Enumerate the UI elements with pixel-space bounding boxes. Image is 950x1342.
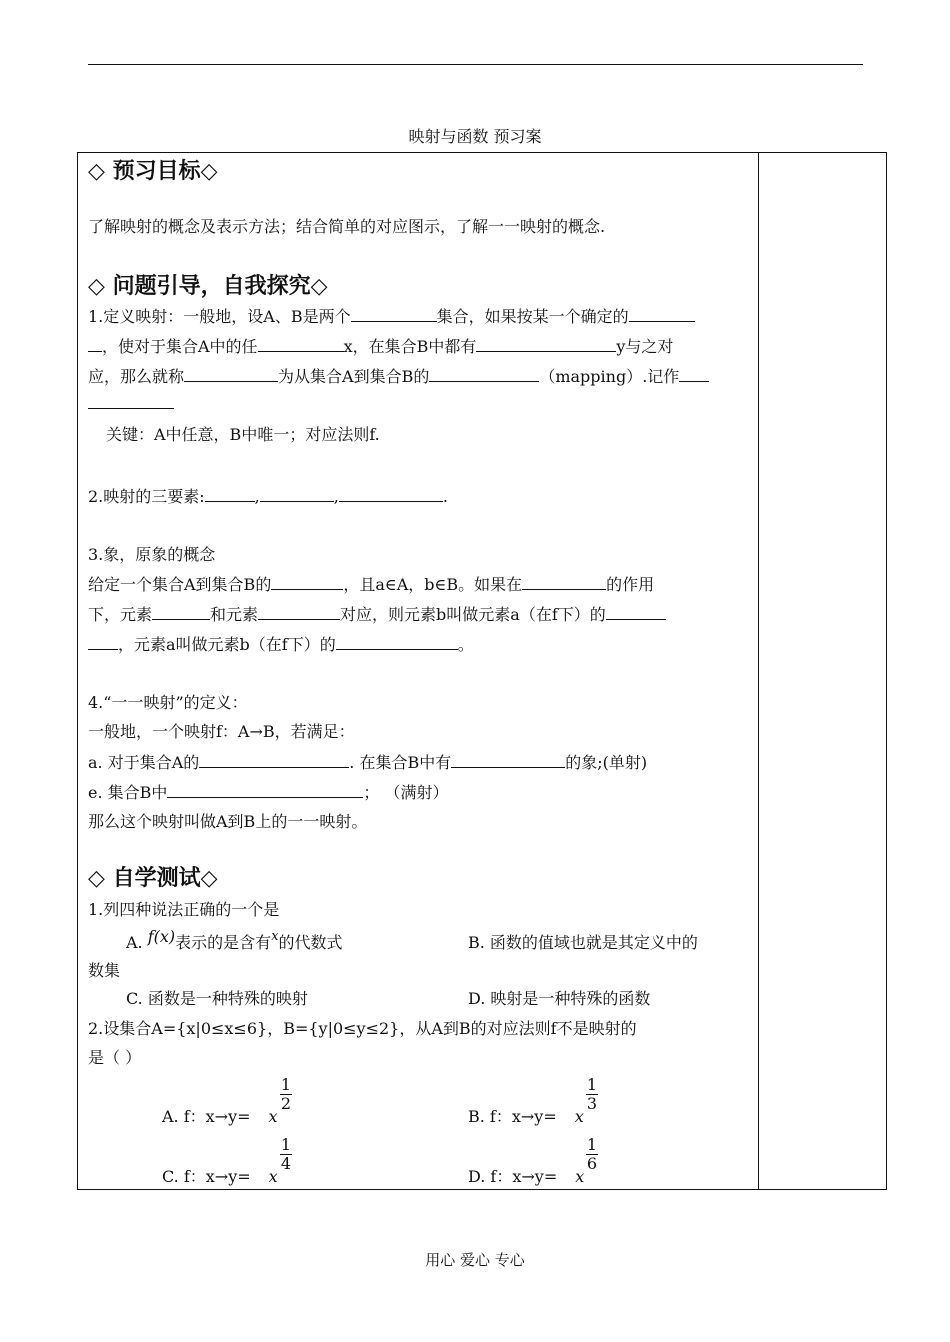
q4-title: 4.“一一映射”的定义： — [88, 693, 248, 712]
explore-heading: ◇ 问题引导，自我探究◇ — [88, 274, 328, 299]
q2-line: 2.映射的三要素: , , . — [88, 487, 448, 506]
blank — [429, 365, 539, 382]
q4-line-4: 那么这个映射叫做A到B上的一一映射。 — [88, 812, 368, 831]
q3-title: 3.象，原象的概念 — [88, 545, 216, 564]
blank — [88, 335, 102, 352]
page-footer: 用心 爱心 专心 — [425, 1251, 525, 1269]
blank — [88, 392, 174, 409]
margin-column-divider — [758, 152, 759, 1190]
test-heading: ◇ 自学测试◇ — [88, 866, 218, 891]
q1-line-4 — [88, 392, 174, 415]
blank — [199, 751, 349, 768]
blank — [336, 633, 458, 650]
blank — [167, 781, 363, 798]
blank — [260, 485, 334, 502]
q1-line-2: ，使对于集合A中的任 x，在集合B中都有 y与之对 — [88, 335, 673, 358]
test-q2-line-1: 2.设集合A={x|0≤x≤6}，B={y|0≤y≤2}，从A到B的对应法则f不是映射的 — [88, 1019, 637, 1038]
blank — [339, 485, 443, 502]
fraction-d: 1 6 — [586, 1135, 598, 1173]
fraction-c: 1 4 — [280, 1135, 292, 1173]
q4-line-3: e. 集合B中 ； （满射） — [88, 783, 449, 802]
test-q2-option-d: D. f：x→y= x — [468, 1167, 585, 1186]
q1-line-3: 应，那么就称 为从集合A到集合B的 （mapping）.记作 — [88, 365, 709, 388]
blank — [476, 335, 616, 352]
test-q2-option-a: A. f：x→y= x — [162, 1107, 278, 1126]
fraction-b: 1 3 — [586, 1075, 598, 1113]
test-q1-option-c: C. 函数是一种特殊的映射 — [126, 989, 308, 1008]
test-q1-option-a: A. f(x)表示的是含有$^x$的代数式 — [126, 927, 343, 952]
blank — [522, 573, 606, 590]
test-q1-option-b-cont: 数集 — [88, 961, 121, 980]
blank — [258, 603, 340, 620]
blank — [184, 365, 278, 382]
blank — [88, 633, 118, 650]
blank — [679, 365, 709, 382]
q1-key: 关键：A中任意，B中唯一；对应法则f. — [106, 425, 380, 444]
blank — [451, 751, 565, 768]
blank — [205, 485, 255, 502]
q4-line-2: a. 对于集合A的 . 在集合B中有 的象;(单射) — [88, 753, 648, 772]
fraction-a: 1 2 — [280, 1075, 292, 1113]
q4-line-1: 一般地，一个映射f：A→B，若满足： — [88, 722, 355, 741]
blank — [629, 305, 695, 322]
blank — [351, 305, 437, 322]
test-q2-option-c: C. f：x→y= x — [162, 1167, 278, 1186]
document-title: 映射与函数 预习案 — [408, 127, 542, 146]
q1-line-1: 1.定义映射：一般地，设A、B是两个 集合，如果按某一个确定的 — [88, 305, 695, 328]
q3-line-1: 给定一个集合A到集合B的 ，且a∈A，b∈B。如果在 的作用 — [88, 575, 655, 594]
test-q1: 1.列四种说法正确的一个是 — [88, 900, 280, 919]
test-q1-option-d: D. 映射是一种特殊的函数 — [468, 989, 651, 1008]
q3-line-3: ，元素a叫做元素b（在f下）的 。 — [88, 633, 474, 656]
blank — [258, 335, 344, 352]
blank — [606, 603, 666, 620]
test-q1-option-b: B. 函数的值域也就是其定义中的 — [468, 933, 698, 952]
blank — [271, 573, 343, 590]
test-q2-option-b: B. f：x→y= x — [468, 1107, 584, 1126]
header-rule — [88, 64, 863, 65]
blank — [152, 603, 210, 620]
q3-line-2: 下，元素 和元素 对应，则元素b叫做元素a（在f下）的 — [88, 603, 666, 626]
goal-heading: ◇ 预习目标◇ — [88, 159, 218, 184]
test-q2-line-2: 是（ ） — [88, 1048, 142, 1067]
goal-text: 了解映射的概念及表示方法；结合简单的对应图示，了解一一映射的概念. — [88, 217, 606, 236]
